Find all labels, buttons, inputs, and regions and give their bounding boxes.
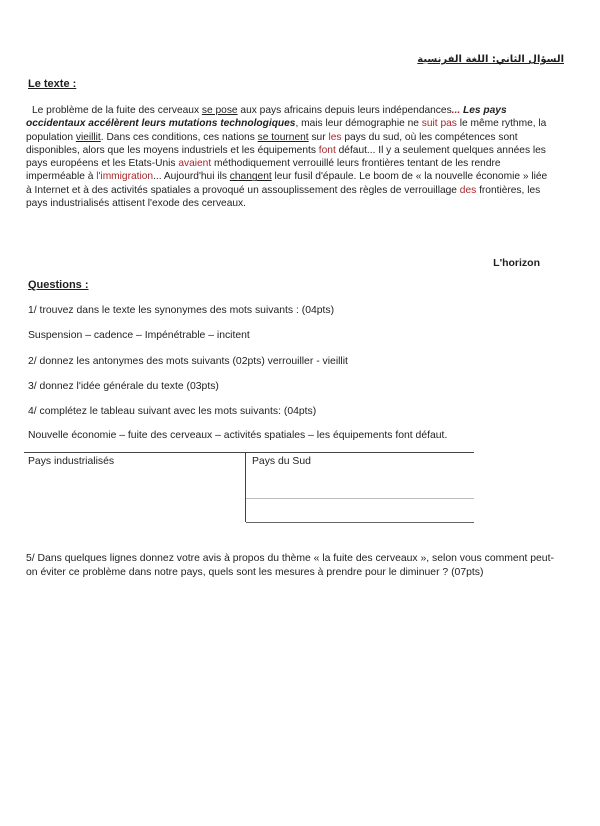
question-3: 3/ donnez l'idée générale du texte (03pts) [28,381,219,392]
table-top-border [24,452,474,453]
table-header-industrialized: Pays industrialisés [28,456,115,467]
table-bottom-border [246,522,474,523]
para-seg: frontières, les pays industrialisés attisent l'exode des cerveaux. [26,184,541,210]
answer-table [24,452,474,524]
question-5: 5/ Dans quelques lignes donnez votre avis à propos du thème « la fuite des cerveaux », selon vous comment peut-on éviter ce problème dans notre pays, quels sont les mesures à prendre pour le diminuer ? (07pts) [26,553,554,578]
question-2: 2/ donnez les antonymes des mots suivants (02pts) verrouiller - vieillit [28,356,348,367]
questions-title: Questions : [28,279,89,291]
para-seg: les [328,131,342,143]
para-seg: le même rythme, la population [26,118,547,143]
table-row-divider [246,498,474,499]
question-1: 1/ trouvez dans le texte les synonymes des mots suivants : (04pts) [28,305,335,316]
text-section-title: Le texte : [28,78,77,90]
para-seg: , mais leur démographie ne [295,118,422,130]
para-seg: défaut... Il y a seulement quelques années les pays européens et les Etats-Unis [26,144,546,170]
para-underlined: vieillit [75,131,101,143]
question-4-words: Nouvelle économie – fuite des cerveaux – activités spatiales – les équipements font défaut. [28,430,448,441]
para-seg: avaient [178,158,212,170]
para-seg: ... Aujourd'hui ils [153,171,230,183]
exam-question-header: السؤال الثاني: اللغة الفرنسية [417,54,564,65]
para-seg: sur [308,131,329,143]
para-seg: aux pays africains depuis leurs indépendances [237,105,452,116]
para-seg: méthodiquement verrouillé leurs frontières tentant de les rendre imperméable à [26,158,501,183]
para-underlined: se pose [201,105,238,116]
para-seg: suit pas [421,118,457,130]
question-1-words: Suspension – cadence – Impénétrable – incitent [28,330,250,341]
table-column-divider [245,452,246,522]
para-seg: des [459,184,477,196]
question-4: 4/ complétez le tableau suivant avec les mots suivants: (04pts) [28,406,317,417]
para-underlined: changent [229,171,272,183]
para-seg: font [318,144,336,156]
para-bold-italic: Les pays occidentaux accélèrent leurs mutations technologiques [26,105,507,130]
table-header-south: Pays du Sud [252,456,311,467]
para-seg: ... [451,105,463,116]
para-seg: leur fusil d'épaule. Le boom de « la nouvelle économie » liée à Internet et à des activités spatiales a provoqué un assouplissement des règles de verrouillage [26,171,548,196]
text-paragraph [26,104,548,210]
text-source: L'horizon [493,257,540,269]
para-seg: . Dans ces conditions, ces nations [100,131,258,143]
para-seg: Le problème de la fuite des cerveaux [32,105,202,116]
para-seg: l'immigration [96,171,154,183]
para-seg: pays du sud, où les compétences sont disponibles, alors que les moyens industriels et les équipements [26,131,518,156]
para-underlined: se tournent [257,131,309,143]
